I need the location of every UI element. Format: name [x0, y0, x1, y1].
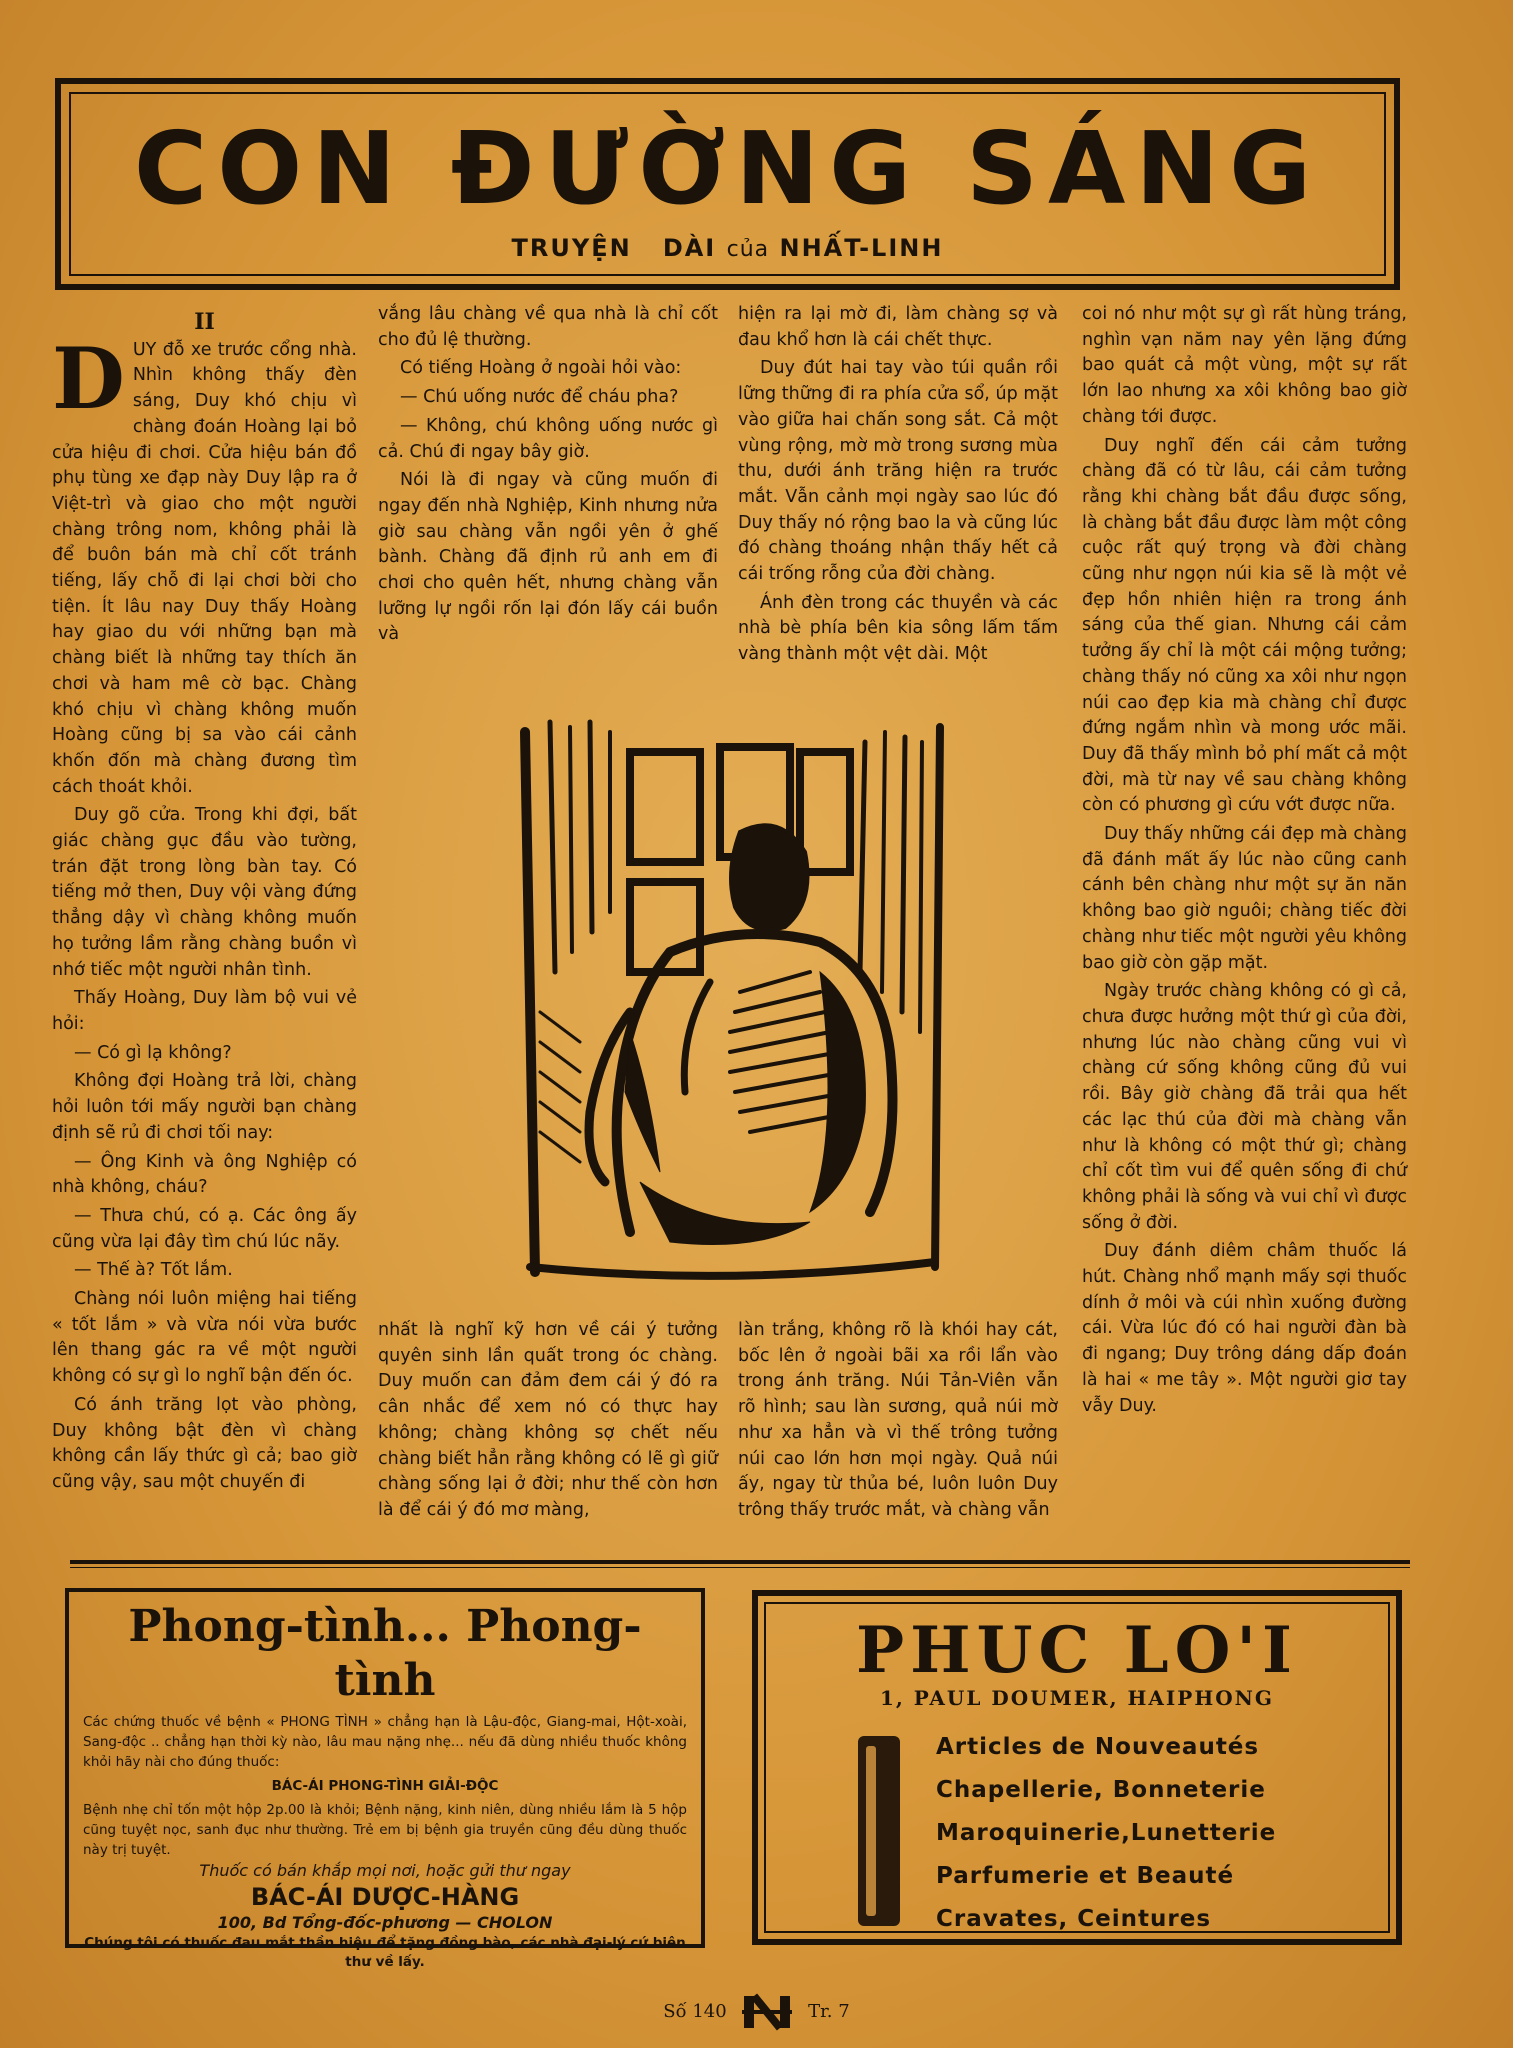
paragraph: Có ánh trăng lọt vào phòng, Duy không bật đèn vì chàng không cần lấy thức gì cả; bao giờ cũng vậy, sau một chuyến đi	[52, 1394, 357, 1492]
paragraph: Duy đánh diêm châm thuốc lá hút. Chàng nhổ mạnh mấy sợi thuốc dính ở môi và cúi nhìn xuống đường cái. Vừa lúc đó có hai người đàn bà đi ngang; Duy trông dáng dấp đoán là hai « me tây ». Một người giơ tay vẫy Duy.	[1082, 1241, 1407, 1416]
paragraph: — Không, chú không uống nước gì cả. Chú đi ngay bây giờ.	[378, 415, 718, 462]
paragraph: Thấy Hoàng, Duy làm bộ vui vẻ hỏi:	[52, 988, 357, 1034]
article-column-3	[738, 302, 1058, 697]
ad-brand: BÁC-ÁI DƯỢC-HÀNG	[250, 1883, 520, 1911]
byline-type: TRUYỆN	[511, 234, 632, 262]
ad-address: 100, Bd Tổng-đốc-phương — CHOLON	[217, 1913, 553, 1932]
paragraph: Duy nghĩ đến cái cảm tưởng chàng đã có từ lâu, cái cảm tưởng rằng khi chàng bắt đầu được sống, là chàng bắt đầu được làm một công cuộc rất quý trọng và đời chàng cũng như ngọn núi kia sẽ là một vẻ đẹp hồn nhiên hiện ra trong ánh sáng của thế gian. Nhưng cái cảm tưởng ấy chỉ là một cái mộng tưởng; chàng thấy nó cũng xa xôi như ngọn núi cao đẹp kia mà chàng chỉ được đứng ngắm nhìn và mong ước mãi. Duy đã thấy mình bỏ phí mất cả một đời, mà từ nay về sau chàng không còn có phương gì cứu vớt được nữa.	[1082, 435, 1407, 816]
paragraph: Ngày trước chàng không có gì cả, chưa được hưởng một thứ gì của đời, nhưng lúc nào chàng cũng vui vì chàng cứ sống không cũng đủ vui rồi. Bây giờ chàng đã trải qua hết các lạc thú của đời mà chàng vẫn như là không có một thứ gì; chàng chỉ cốt tìm vui để quên sống đi chứ không phải là sống và vui chỉ vì được sống ở đời.	[1082, 981, 1407, 1233]
title-banner	[55, 78, 1400, 290]
paragraph: coi nó như một sự gì rất hùng tráng, nghìn vạn năm nay yên lặng đứng bao quát cả một vùng, một sự rất lớn lao nhưng xa xôi không bao giờ chàng tới được.	[1082, 304, 1407, 427]
ad-body: Các chứng thuốc về bệnh « PHONG TÌNH » chẳng hạn là Lậu-độc, Giang-mai, Hột-xoài, Sang-độc .. chẳng hạn thời kỳ nào, lâu mau nặng nhẹ... nếu đã dùng nhiều thuốc không khỏi hãy nài cho đúng thuốc:	[83, 1714, 687, 1770]
chapter-number: II	[194, 309, 215, 335]
advertisement-phong-tinh	[65, 1588, 705, 1970]
paragraph: — Thưa chú, có ạ. Các ông ấy cũng vừa lại đây tìm chú lúc nãy.	[52, 1205, 357, 1252]
ad-product-list	[936, 1726, 1276, 1941]
drop-cap: D	[52, 328, 125, 428]
ad-product: BÁC-ÁI PHONG-TÌNH GIẢI-ĐỘC	[271, 1778, 499, 1794]
paragraph: — Chú uống nước để cháu pha?	[400, 387, 679, 408]
paragraph: nhất là nghĩ kỹ hơn về cái ý tưởng quyên sinh lần quất trong óc chàng. Duy muốn can đảm đem cái ý đó ra cân nhắc để xem nó có thực hay không; chàng không sợ chết nếu chàng biết hẳn rằng không có lẽ gì giữ chàng sống lại ở đời; như thế còn hơn là để cái ý đó mơ màng,	[378, 1320, 718, 1520]
paragraph: — Thế à? Tốt lắm.	[74, 1260, 233, 1281]
ad-title: PHUC LO'I	[856, 1613, 1298, 1688]
umbrella-icon	[858, 1736, 900, 1926]
paragraph: Có tiếng Hoàng ở ngoài hỏi vào:	[400, 358, 682, 379]
ad-line: Articles de Nouveautés	[936, 1734, 1260, 1760]
ad-title: Phong-tình... Phong-tình	[128, 1601, 642, 1706]
page-number: Tr. 7	[808, 2001, 850, 2022]
publication-logo-icon	[742, 1992, 792, 2032]
section-divider-thin	[70, 1567, 1410, 1568]
paragraph: Ánh đèn trong các thuyền và các nhà bè phía bên kia sông lấm tấm vàng thành một vệt dài. Một	[738, 592, 1058, 665]
advertisement-phuc-loi	[752, 1590, 1402, 1945]
story-byline	[61, 234, 1394, 262]
paragraph: Duy thấy những cái đẹp mà chàng đã đánh mất ấy lúc nào cũng canh cánh bên chàng như một sự ăn năn không bao giờ nguôi; chàng tiếc đời chàng như tiếc một người yêu không bao giờ còn gặp mặt.	[1082, 824, 1407, 973]
article-column-2	[378, 302, 718, 682]
article-column-3-continued	[738, 1318, 1058, 1543]
ad-body-2: Bệnh nhẹ chỉ tốn một hộp 2p.00 là khỏi; Bệnh nặng, kinh niên, dùng nhiều lắm là 5 hộp cũng tuyệt nọc, sanh đục như thường. Trẻ em bị bệnh gia truyền cũng đều dùng thuốc này trị tuyệt.	[83, 1802, 687, 1858]
byline-length: DÀI	[662, 234, 717, 262]
article-column-1	[52, 310, 357, 1540]
ad-address: 1, PAUL DOUMER, HAIPHONG	[879, 1686, 1275, 1710]
story-title: CON ĐƯỜNG SÁNG	[133, 110, 1322, 227]
paragraph: UY đỗ xe trước cổng nhà. Nhìn không thấy đèn sáng, Duy khó chịu vì chàng đoán Hoàng lại bỏ cửa hiệu đi chơi. Cửa hiệu bán đồ phụ tùng xe đạp này Duy lập ra ở Việt-trì và giao cho một người chàng trông nom, không phải là để buôn bán mà chỉ cốt tránh tiếng, lấy chỗ đi lại chơi bời cho tiện. Ít lâu nay Duy thấy Hoàng hay giao du với những bạn mà chàng biết là những tay thích ăn chơi và ham mê cờ bạc. Chàng khó chịu vì chàng không muốn Hoàng cũng bị sa vào cái cảnh khốn đốn mà chàng đương tìm cách thoát khỏi.	[52, 339, 357, 797]
paragraph: hiện ra lại mờ đi, làm chàng sợ và đau khổ hơn là cái chết thực.	[738, 304, 1058, 350]
page-footer	[0, 1992, 1513, 2032]
paragraph: vắng lâu chàng về qua nhà là chỉ cốt cho đủ lệ thường.	[378, 304, 718, 350]
article-column-2-continued	[378, 1318, 718, 1543]
paragraph: Duy đút hai tay vào túi quần rồi lững thững đi ra phía cửa sổ, úp mặt vào giữa hai chấn song sắt. Cả một vùng rộng, mờ mờ trong sương mùa thu, dưới ánh trăng hiện ra trước mắt. Vẫn cảnh mọi ngày sao lúc đó Duy thấy nó rộng bao la và cũng lúc đó chàng thoáng nhận thấy hết cả cái trống rỗng của đời chàng.	[738, 358, 1058, 585]
woodcut-illustration	[510, 712, 955, 1287]
ad-line: Parfumerie et Beauté	[936, 1863, 1235, 1889]
byline-author: NHẤT-LINH	[779, 234, 944, 262]
paragraph: Không đợi Hoàng trả lời, chàng hỏi luôn tới mấy người bạn chàng định sẽ rủ đi chơi tối nay:	[52, 1071, 357, 1143]
ad-sold-note: Thuốc có bán khắp mọi nơi, hoặc gửi thư ngay	[199, 1861, 571, 1880]
article-column-4	[1082, 302, 1407, 1542]
paragraph: — Có gì lạ không?	[74, 1042, 232, 1063]
section-divider	[70, 1560, 1410, 1564]
paragraph: Chàng nói luôn miệng hai tiếng « tốt lắm » và vừa nói vừa bước lên thang gác ra về một người không có sự gì lo nghĩ bận đến óc.	[52, 1289, 357, 1387]
paragraph: làn trắng, không rõ là khói hay cát, bốc lên ở ngoài bãi xa rồi lẩn vào trong ánh trăng. Núi Tản-Viên vẫn rõ hình; sau làn sương, quả núi mờ như xa hẳn và vì thế trông tưởng núi cao lớn hơn mọi ngày. Quả núi ấy, ngay từ thủa bé, luôn luôn Duy trông thấy trước mắt, và chàng vẫn	[738, 1320, 1058, 1520]
paragraph: Nói là đi ngay và cũng muốn đi ngay đến nhà Nghiệp, Kinh nhưng nửa giờ sau chàng vẫn ngồi yên ở ghế bành. Chàng đã định rủ anh em đi chơi cho quên hết, nhưng chàng vẫn lưỡng lự ngồi rốn lại đón lấy cái buồn và	[378, 470, 718, 645]
issue-number: Số 140	[663, 2001, 727, 2022]
ad-line: Maroquinerie,Lunetterie	[936, 1820, 1277, 1846]
ad-line: Cravates, Ceintures	[936, 1906, 1212, 1932]
ad-footnote: Chúng tôi có thuốc đau mắt thần hiệu để tặng đồng bào, các nhà đại-lý cứ biên thư về lấy.	[84, 1935, 686, 1970]
paragraph: Duy gõ cửa. Trong khi đợi, bất giác chàng gục đầu vào tường, trán đặt trong lòng bàn tay. Có tiếng mở then, Duy vội vàng đứng thẳng dậy vì chàng không muốn họ tưởng lầm rằng chàng buồn vì nhớ tiếc một người nhân tình.	[52, 805, 357, 980]
paragraph: — Ông Kinh và ông Nghiệp có nhà không, cháu?	[52, 1151, 357, 1198]
byline-of: của	[726, 237, 770, 262]
ad-line: Chapellerie, Bonneterie	[936, 1777, 1266, 1803]
